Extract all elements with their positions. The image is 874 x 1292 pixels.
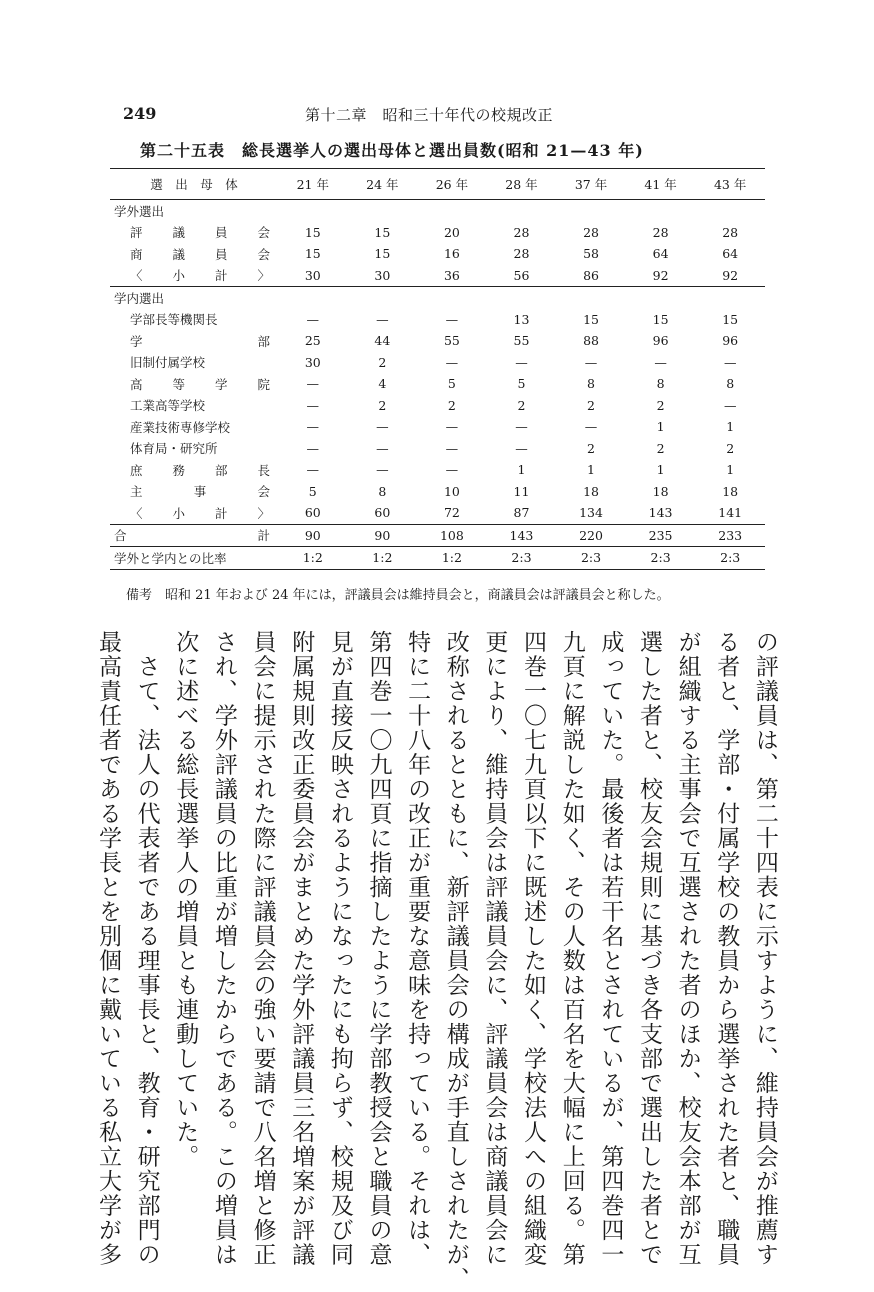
table-cell: — [306, 397, 320, 413]
table-cell: 96 [652, 333, 669, 349]
table-cell: — [445, 419, 459, 435]
table-cell: 143 [487, 524, 557, 547]
row-label-text: 〈小計〉 [130, 505, 270, 521]
table-cell: 92 [626, 265, 696, 287]
table-cell: — [445, 354, 459, 370]
table-cell: 58 [583, 246, 599, 262]
body-text [95, 630, 778, 1292]
table-cell: 28 [583, 224, 599, 240]
table-row [110, 416, 765, 438]
table-cell: 1 [726, 462, 735, 478]
text-column: 第四巻一〇九四頁に指摘したように学部教授会と職員の意 [365, 630, 392, 1267]
table-row [110, 373, 765, 395]
table-cell: — [723, 354, 737, 370]
table-cell: 8 [587, 376, 595, 392]
table-cell: 36 [417, 265, 487, 287]
table-body [110, 200, 765, 570]
table-cell: 16 [443, 246, 460, 262]
row-label-text: 産業技術専修学校 [130, 419, 231, 435]
table-cell: 2 [587, 440, 595, 456]
row-label [110, 524, 278, 547]
data-table [110, 168, 765, 570]
table-cell: — [306, 419, 320, 435]
table-cell [626, 200, 696, 222]
table-cell [278, 200, 348, 222]
table-cell: 30 [304, 354, 321, 370]
row-label [110, 416, 278, 438]
table-cell [417, 200, 487, 222]
page-number: 249 [123, 104, 157, 123]
table-cell: 28 [652, 224, 669, 240]
table-cell: 233 [695, 524, 765, 547]
table-cell: 2 [378, 397, 387, 413]
table-cell: 2 [447, 397, 456, 413]
text-column: の評議員は、第二十四表に示すように、維持員会が推薦す [751, 630, 778, 1267]
column-header: 37 年 [574, 177, 608, 192]
table-cell: 28 [722, 224, 739, 240]
row-label [110, 330, 278, 352]
table-cell: — [376, 462, 389, 478]
table-cell: 72 [417, 502, 487, 524]
table-cell: 88 [583, 333, 599, 349]
table-cell: 1 [587, 462, 595, 478]
text-column: 選した者と、校友会規則に基づき各支部で選出した者とで [635, 630, 662, 1267]
table-row [110, 287, 765, 309]
table-cell [695, 200, 765, 222]
table-cell [348, 200, 418, 222]
row-label [110, 200, 278, 222]
running-title: 第十二章 昭和三十年代の校規改正 [305, 106, 554, 124]
row-label-text: 工業高等学校 [130, 398, 206, 414]
table-cell: 20 [443, 224, 460, 240]
text-column: さて、法人の代表者である理事長と、教育・研究部門の [133, 630, 160, 1267]
text-column: 更により、維持員会は評議員会に、評議員会は商議員会に [481, 630, 508, 1267]
table-row [110, 395, 765, 417]
row-label [110, 265, 278, 287]
row-label-text: 学部長等機関長 [130, 312, 218, 328]
table-cell: — [306, 440, 320, 456]
row-label [110, 373, 278, 395]
column-header: 41 年 [644, 177, 677, 192]
table-cell: 28 [513, 246, 530, 262]
text-column: 次に述べる総長選挙人の増員とも連動していた。 [172, 630, 199, 1169]
table-cell: 2 [726, 440, 735, 456]
table-cell: 92 [695, 265, 765, 287]
column-header: 21 年 [296, 177, 329, 192]
table-cell: — [445, 311, 459, 327]
table-cell: 1 [656, 462, 665, 478]
row-label-text: 学部 [130, 333, 270, 349]
text-column: 見が直接反映されるようになったにも拘らず、校規及び同 [326, 630, 353, 1267]
row-label-text: 学外選出 [114, 203, 165, 219]
row-label [110, 547, 278, 570]
table-cell: 15 [722, 311, 739, 327]
column-header: 選 出 母 体 [150, 177, 238, 192]
table-cell: 18 [583, 483, 599, 499]
table-cell: — [584, 419, 598, 435]
row-label [110, 352, 278, 374]
table-cell: 18 [722, 483, 739, 499]
table-cell: 10 [443, 483, 460, 499]
table-cell: 44 [374, 333, 391, 349]
table-cell: 2 [587, 397, 595, 413]
table-cell: 11 [513, 483, 530, 499]
table-row [110, 481, 765, 503]
table-cell: 134 [556, 502, 626, 524]
text-column: 特に二十八年の改正が重要な意味を持っている。それは、 [404, 630, 431, 1267]
table-cell: 141 [695, 502, 765, 524]
table-cell: — [515, 354, 528, 370]
table-cell: 2 [656, 440, 665, 456]
table-row [110, 524, 765, 547]
row-label-text: 学外と学内との比率 [114, 550, 227, 566]
table-cell: 2:3 [556, 547, 626, 570]
text-column: 改称されるとともに、新評議員会の構成が手直しされたが、 [442, 630, 469, 1292]
row-label [110, 222, 278, 244]
table-cell [626, 287, 696, 309]
table-cell: — [445, 440, 459, 456]
row-label-text: 庶務部長 [130, 462, 270, 478]
table-cell: 60 [348, 502, 418, 524]
text-column: 成っていた。最後者は若干名とされているが、第四巻四一 [597, 630, 624, 1267]
table-cell: 8 [656, 376, 665, 392]
row-label [110, 502, 278, 524]
table-row [110, 243, 765, 265]
table-cell: 15 [304, 246, 321, 262]
table-cell: 2:3 [626, 547, 696, 570]
table-cell: 2:3 [487, 547, 557, 570]
table-cell: 2:3 [695, 547, 765, 570]
text-column: 四巻一〇七九頁以下に既述した如く、学校法人への組織変 [520, 630, 547, 1267]
table-header-row [110, 169, 765, 200]
table-cell: — [515, 419, 528, 435]
table-cell: — [376, 419, 389, 435]
text-column: 九頁に解説した如く、その人数は百名を大幅に上回る。第 [558, 630, 585, 1267]
table-cell: 220 [556, 524, 626, 547]
table-cell: 30 [348, 265, 418, 287]
table-cell: 5 [308, 483, 317, 499]
table-row [110, 265, 765, 287]
row-label [110, 287, 278, 309]
row-label [110, 459, 278, 481]
table-cell: 2 [517, 397, 526, 413]
table-row [110, 438, 765, 460]
table-cell: — [376, 311, 389, 327]
table-row [110, 459, 765, 481]
table-cell: 30 [278, 265, 348, 287]
text-column: る者と、学部・付属学校の教員から選挙された者と、職員 [713, 630, 740, 1267]
table-cell: 1:2 [348, 547, 418, 570]
table-cell: — [515, 440, 528, 456]
table-cell: 13 [513, 311, 530, 327]
table-cell: 25 [304, 333, 321, 349]
table-cell: — [376, 440, 389, 456]
table-cell: 28 [513, 224, 530, 240]
table-note: 備考 昭和 21 年および 24 年には，評議員会は維持員会と，商議員会は評議員会と称した。 [126, 588, 670, 603]
column-header: 43 年 [713, 177, 747, 192]
table-cell [695, 287, 765, 309]
table-cell: 86 [556, 265, 626, 287]
table-cell: 60 [278, 502, 348, 524]
table-cell: 90 [278, 524, 348, 547]
table-row [110, 330, 765, 352]
row-label [110, 243, 278, 265]
table-cell [278, 287, 348, 309]
text-column: 員会に提示された際に評議員会の強い要請で八名増と修正 [249, 630, 276, 1267]
table-cell: 1:2 [278, 547, 348, 570]
table-cell: — [445, 462, 459, 478]
row-label-text: 合計 [114, 528, 270, 544]
row-label-text: 主事会 [130, 484, 270, 500]
table-cell: 8 [378, 483, 387, 499]
table-row [110, 222, 765, 244]
table-cell: 1 [656, 419, 665, 435]
table-cell: 108 [417, 524, 487, 547]
text-column: が組織する主事会で互選された者のほか、校友会本部が互 [674, 630, 701, 1267]
table-cell: 56 [487, 265, 557, 287]
table-cell [556, 200, 626, 222]
table-cell: — [306, 462, 320, 478]
table-cell [487, 200, 557, 222]
row-label-text: 商議員会 [130, 246, 270, 262]
table-cell: 1:2 [417, 547, 487, 570]
table-cell: 2 [378, 354, 387, 370]
row-label [110, 438, 278, 460]
table-cell: 15 [374, 246, 391, 262]
table-cell: 55 [513, 333, 530, 349]
text-column: され、学外評議員の比重が増したからである。この増員は [210, 630, 237, 1267]
table-cell: 15 [304, 224, 321, 240]
table-row [110, 352, 765, 374]
table-cell [487, 287, 557, 309]
row-label-text: 評議員会 [130, 225, 270, 241]
table-cell: — [723, 397, 737, 413]
table-cell: — [654, 354, 667, 370]
table-cell: 5 [447, 376, 456, 392]
table-row [110, 547, 765, 570]
table-cell: 235 [626, 524, 696, 547]
table-cell [417, 287, 487, 309]
table-cell: 143 [626, 502, 696, 524]
table-title: 第二十五表 総長選挙人の選出母体と選出員数(昭和 21—43 年) [140, 141, 644, 160]
table-cell: 8 [726, 376, 735, 392]
column-header: 28 年 [505, 177, 538, 192]
column-header: 26 年 [435, 177, 469, 192]
row-label [110, 395, 278, 417]
table-cell: — [306, 311, 320, 327]
table-cell: 15 [583, 311, 599, 327]
table-cell: 2 [656, 397, 665, 413]
row-label [110, 481, 278, 503]
table-row [110, 502, 765, 524]
table-row [110, 309, 765, 331]
row-label-text: 旧制付属学校 [130, 355, 206, 371]
row-label-text: 体育局・研究所 [130, 441, 218, 457]
row-label-text: 高等学院 [130, 376, 270, 392]
column-header: 24 年 [366, 177, 399, 192]
table-cell: 55 [443, 333, 460, 349]
table-cell: 15 [374, 224, 391, 240]
row-label-text: 〈小計〉 [130, 268, 270, 284]
table-cell: 87 [487, 502, 557, 524]
table-cell: — [306, 376, 320, 392]
table-cell: 18 [652, 483, 669, 499]
table-cell [348, 287, 418, 309]
text-column: 附属規則改正委員会がまとめた学外評議員三名増案が評議 [288, 630, 315, 1267]
row-label [110, 309, 278, 331]
text-column: 最高責任者である学長とを別個に戴いている私立大学が多 [95, 630, 121, 1267]
table-cell: 1 [726, 419, 735, 435]
table-cell: 4 [378, 376, 387, 392]
table-row [110, 200, 765, 222]
table-cell: 15 [652, 311, 669, 327]
table-cell: 64 [652, 246, 669, 262]
table-cell: 96 [722, 333, 739, 349]
table-cell: 64 [722, 246, 739, 262]
table-cell [556, 287, 626, 309]
table-cell: 90 [348, 524, 418, 547]
table-cell: 1 [517, 462, 526, 478]
table-cell: 5 [517, 376, 526, 392]
row-label-text: 学内選出 [114, 290, 165, 306]
table-cell: — [584, 354, 598, 370]
